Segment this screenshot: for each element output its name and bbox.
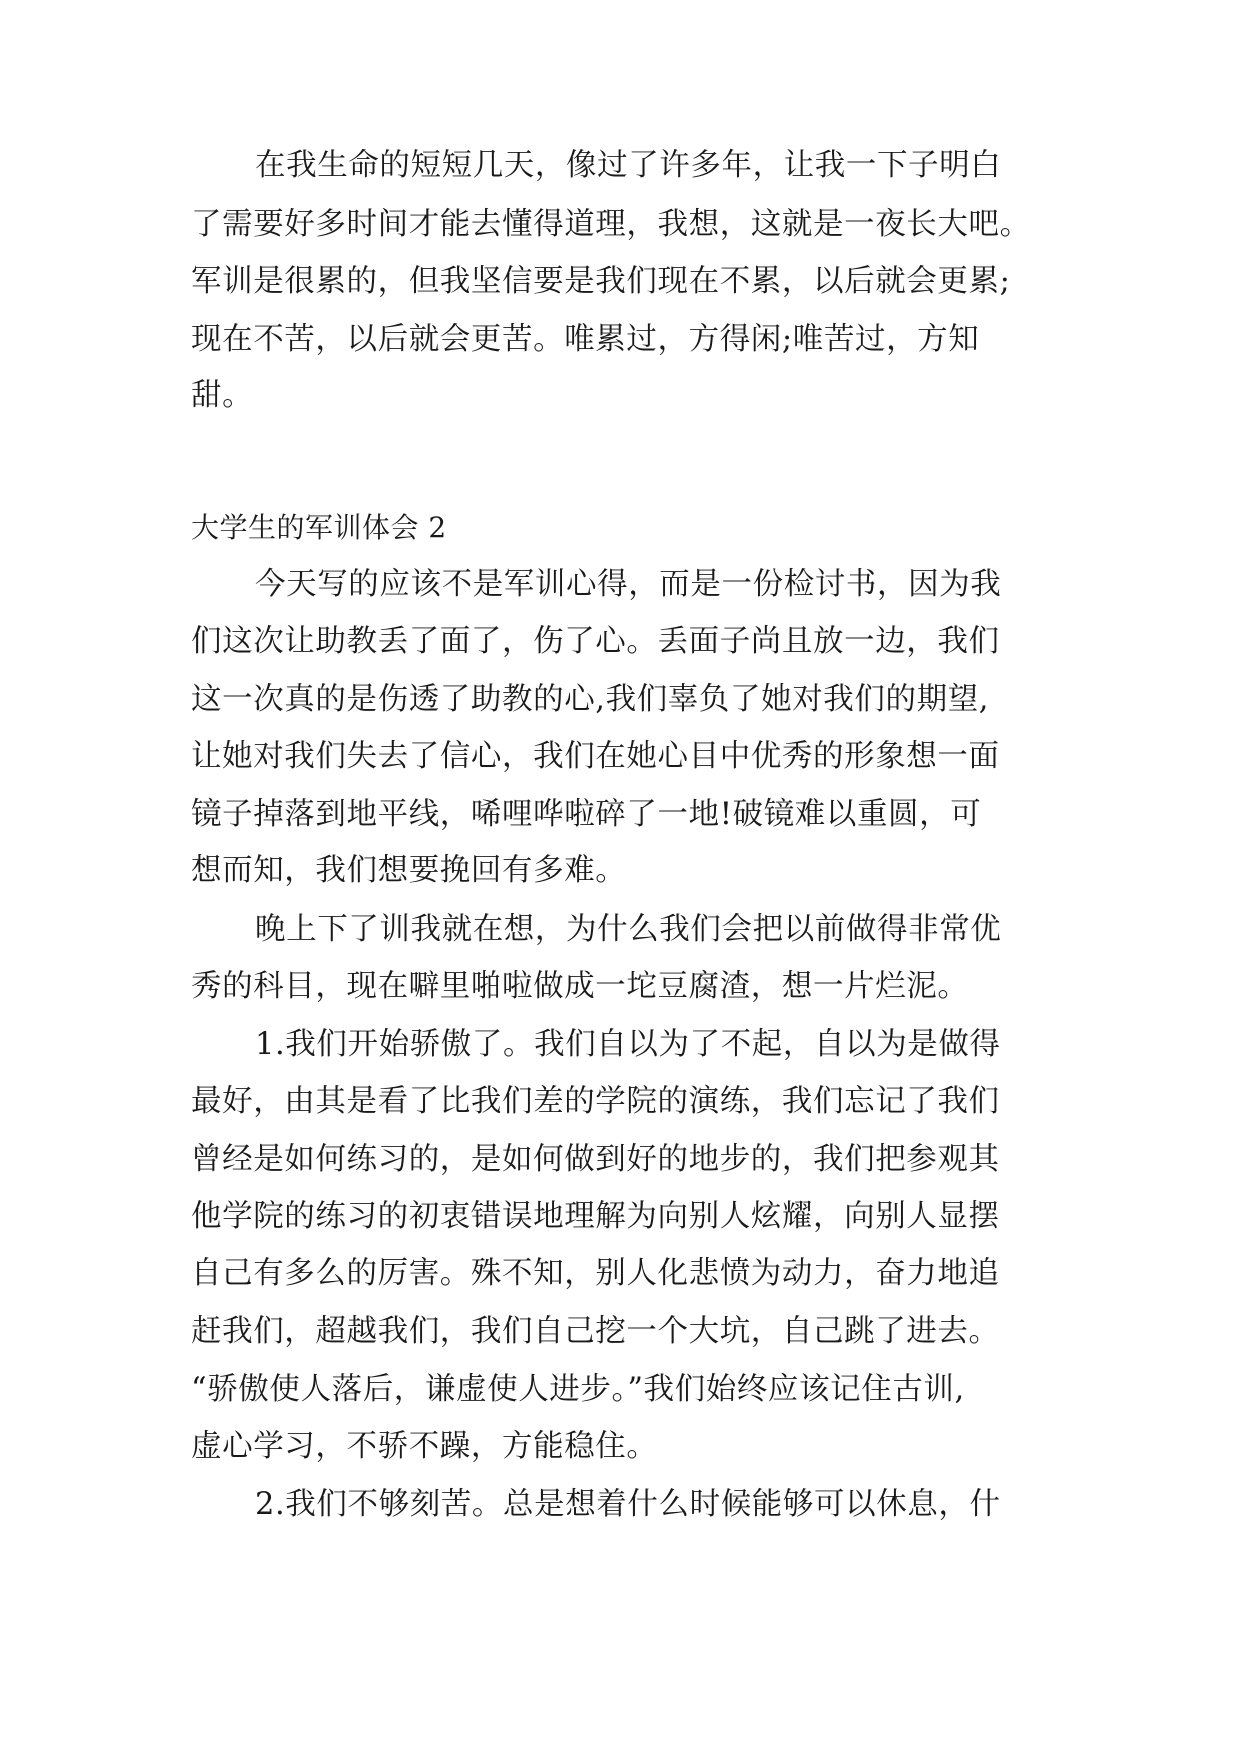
- paragraph-line: 秀的科目，现在噼里啪啦做成一坨豆腐渣，想一片烂泥。: [191, 969, 969, 1004]
- paragraph-line: 曾经是如何练习的，是如何做到好的地步的，我们把参观其: [191, 1142, 1000, 1177]
- paragraph-line: 赶我们，超越我们，我们自己挖一个大坑，自己跳了进去。: [191, 1314, 1000, 1349]
- paragraph-line: 军训是很累的，但我坚信要是我们现在不累，以后就会更累;: [191, 264, 1011, 299]
- paragraph-line: 镜子掉落到地平线，唏哩哗啦碎了一地!破镜难以重圆，可: [191, 797, 982, 832]
- paragraph-line: 今天写的应该不是军训心得，而是一份检讨书，因为我: [255, 567, 1002, 602]
- paragraph-line: 现在不苦，以后就会更苦。唯累过，方得闲;唯苦过，方知: [191, 322, 980, 357]
- section-heading: 大学生的军训体会 2: [191, 511, 447, 544]
- paragraph-line: 想而知，我们想要挽回有多难。: [191, 853, 627, 888]
- paragraph-line: 让她对我们失去了信心，我们在她心目中优秀的形象想一面: [191, 739, 1000, 774]
- paragraph-line: 晚上下了训我就在想，为什么我们会把以前做得非常优: [255, 912, 1002, 947]
- paragraph-line: “骄傲使人落后，谦虚使人进步。”我们始终应该记住古训,: [191, 1372, 965, 1407]
- paragraph-line: 最好，由其是看了比我们差的学院的演练，我们忘记了我们: [191, 1084, 1000, 1119]
- paragraph-line: 们这次让助教丢了面了，伤了心。丢面子尚且放一边，我们: [191, 624, 1000, 659]
- paragraph-line: 在我生命的短短几天，像过了许多年，让我一下子明白: [255, 148, 1002, 183]
- paragraph-line: 虚心学习，不骄不躁，方能稳住。: [191, 1429, 658, 1464]
- paragraph-line: 1.我们开始骄傲了。我们自以为了不起，自以为是做得: [255, 1027, 1001, 1062]
- paragraph-line: 了需要好多时间才能去懂得道理，我想，这就是一夜长大吧。: [191, 207, 1031, 242]
- paragraph-line: 甜。: [191, 378, 254, 413]
- paragraph-line: 这一次真的是伤透了助教的心,我们辜负了她对我们的期望,: [191, 682, 990, 717]
- paragraph-line: 2.我们不够刻苦。总是想着什么时候能够可以休息，什: [255, 1487, 1001, 1522]
- paragraph-line: 他学院的练习的初衷错误地理解为向别人炫耀，向别人显摆: [191, 1199, 1000, 1234]
- paragraph-line: 自己有多么的厉害。殊不知，别人化悲愤为动力，奋力地追: [191, 1256, 1000, 1291]
